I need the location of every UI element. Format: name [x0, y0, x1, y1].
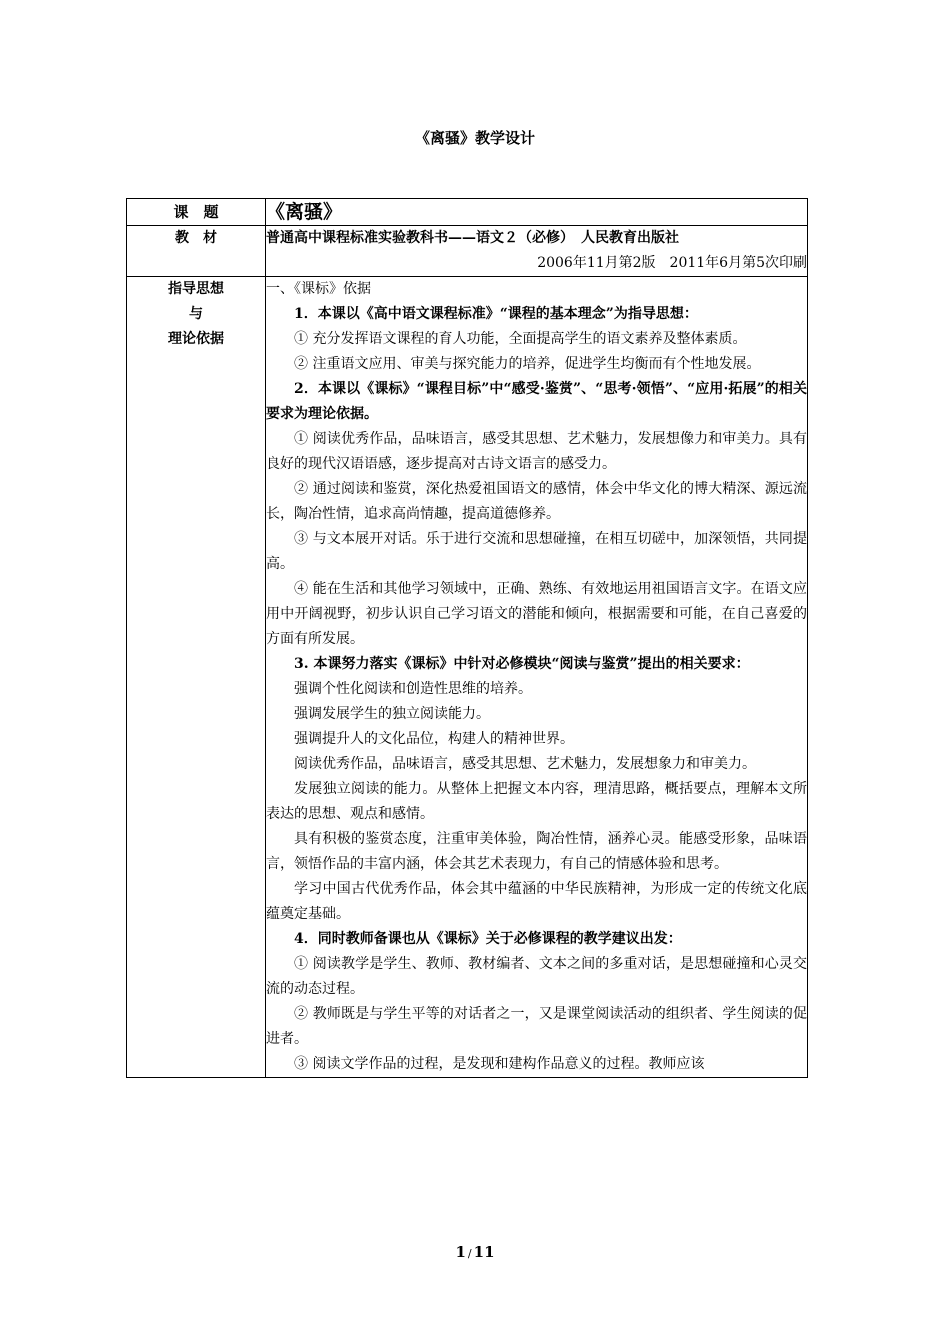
topic-label: 课 题 — [173, 203, 219, 221]
guidance-paragraph: ③ 阅读文学作品的过程，是发现和建构作品意义的过程。教师应该 — [294, 1056, 705, 1072]
guidance-paragraph: ① 充分发挥语文课程的育人功能，全面提高学生的语文素养及整体素质。 — [294, 331, 747, 347]
textbook-edition: 2006年11月第2版 2011年6月第5次印刷 — [537, 255, 807, 271]
guidance-paragraph: ① 阅读教学是学生、教师、教材编者、文本之间的多重对话，是思想碰撞和心灵交流的动态过程。 — [266, 956, 807, 997]
table-row-guidance — [127, 277, 808, 1078]
guidance-paragraph: 强调发展学生的独立阅读能力。 — [294, 706, 490, 722]
table-row-topic — [127, 199, 808, 226]
page-separator: / — [467, 1247, 472, 1260]
textbook-title: 普通高中课程标准实验教科书——语文２（必修） 人民教育出版社 — [266, 230, 679, 246]
guidance-paragraph: 阅读优秀作品，品味语言，感受其思想、艺术魅力，发展想象力和审美力。 — [294, 756, 756, 772]
guidance-label-cell — [127, 277, 266, 1078]
guidance-paragraph: ① 阅读优秀作品，品味语言，感受其思想、艺术魅力，发展想像力和审美力。具有良好的现代汉语语感，逐步提高对古诗文语言的感受力。 — [266, 431, 807, 472]
guidance-paragraph: 发展独立阅读的能力。从整体上把握文本内容，理清思路，概括要点，理解本文所表达的思想、观点和感情。 — [266, 781, 807, 822]
textbook-value-cell — [266, 226, 808, 277]
current-page: 1 — [455, 1243, 466, 1261]
page-number — [0, 1243, 950, 1261]
guidance-paragraph: 1．本课以《高中语文课程标准》“课程的基本理念”为指导思想： — [294, 306, 698, 322]
guidance-paragraph: ④ 能在生活和其他学习领域中，正确、熟练、有效地运用祖国语言文字。在语文应用中开阔视野，初步认识自己学习语文的潜能和倾向，根据需要和可能，在自己喜爱的方面有所发展。 — [266, 581, 807, 647]
lesson-design-table — [126, 198, 808, 1078]
guidance-paragraph: 2．本课以《课标》“课程目标”中“感受·鉴赏”、“思考·领悟”、“应用·拓展”的相关要求为理论依据。 — [266, 381, 807, 422]
topic-value-cell — [266, 199, 808, 226]
guidance-label-line1: 指导思想 — [168, 281, 224, 297]
guidance-paragraph: 一、《课标》依据 — [266, 281, 371, 297]
guidance-paragraph: 强调提升人的文化品位，构建人的精神世界。 — [294, 731, 574, 747]
guidance-label-line2: 与 — [189, 306, 203, 322]
guidance-paragraph: ② 注重语文应用、审美与探究能力的培养，促进学生均衡而有个性地发展。 — [294, 356, 761, 372]
textbook-label-cell — [127, 226, 266, 277]
topic-value: 《离骚》 — [266, 201, 343, 223]
guidance-paragraph: 3. 本课努力落实《课标》中针对必修模块“阅读与鉴赏”提出的相关要求： — [294, 656, 750, 672]
total-pages: 11 — [473, 1243, 495, 1261]
topic-label-cell — [127, 199, 266, 226]
guidance-paragraph: 学习中国古代优秀作品，体会其中蕴涵的中华民族精神，为形成一定的传统文化底蕴奠定基础。 — [266, 881, 807, 922]
guidance-paragraph: 4．同时教师备课也从《课标》关于必修课程的教学建议出发： — [294, 931, 682, 947]
table-row-textbook — [127, 226, 808, 277]
guidance-label-line3: 理论依据 — [168, 331, 224, 347]
document-title: 《离骚》教学设计 — [414, 129, 535, 147]
guidance-paragraph: 具有积极的鉴赏态度，注重审美体验，陶冶性情，涵养心灵。能感受形象，品味语言，领悟作品的丰富内涵，体会其艺术表现力，有自己的情感体验和思考。 — [266, 831, 807, 872]
textbook-label: 教 材 — [175, 230, 217, 246]
guidance-content-cell — [266, 277, 808, 1078]
guidance-paragraph: ③ 与文本展开对话。乐于进行交流和思想碰撞，在相互切磋中，加深领悟，共同提高。 — [266, 531, 807, 572]
guidance-paragraph: ② 通过阅读和鉴赏，深化热爱祖国语文的感情，体会中华文化的博大精深、源远流长，陶冶性情，追求高尚情趣，提高道德修养。 — [266, 481, 807, 522]
guidance-paragraph: ② 教师既是与学生平等的对话者之一，又是课堂阅读活动的组织者、学生阅读的促进者。 — [266, 1006, 807, 1047]
guidance-paragraph: 强调个性化阅读和创造性思维的培养。 — [294, 681, 532, 697]
